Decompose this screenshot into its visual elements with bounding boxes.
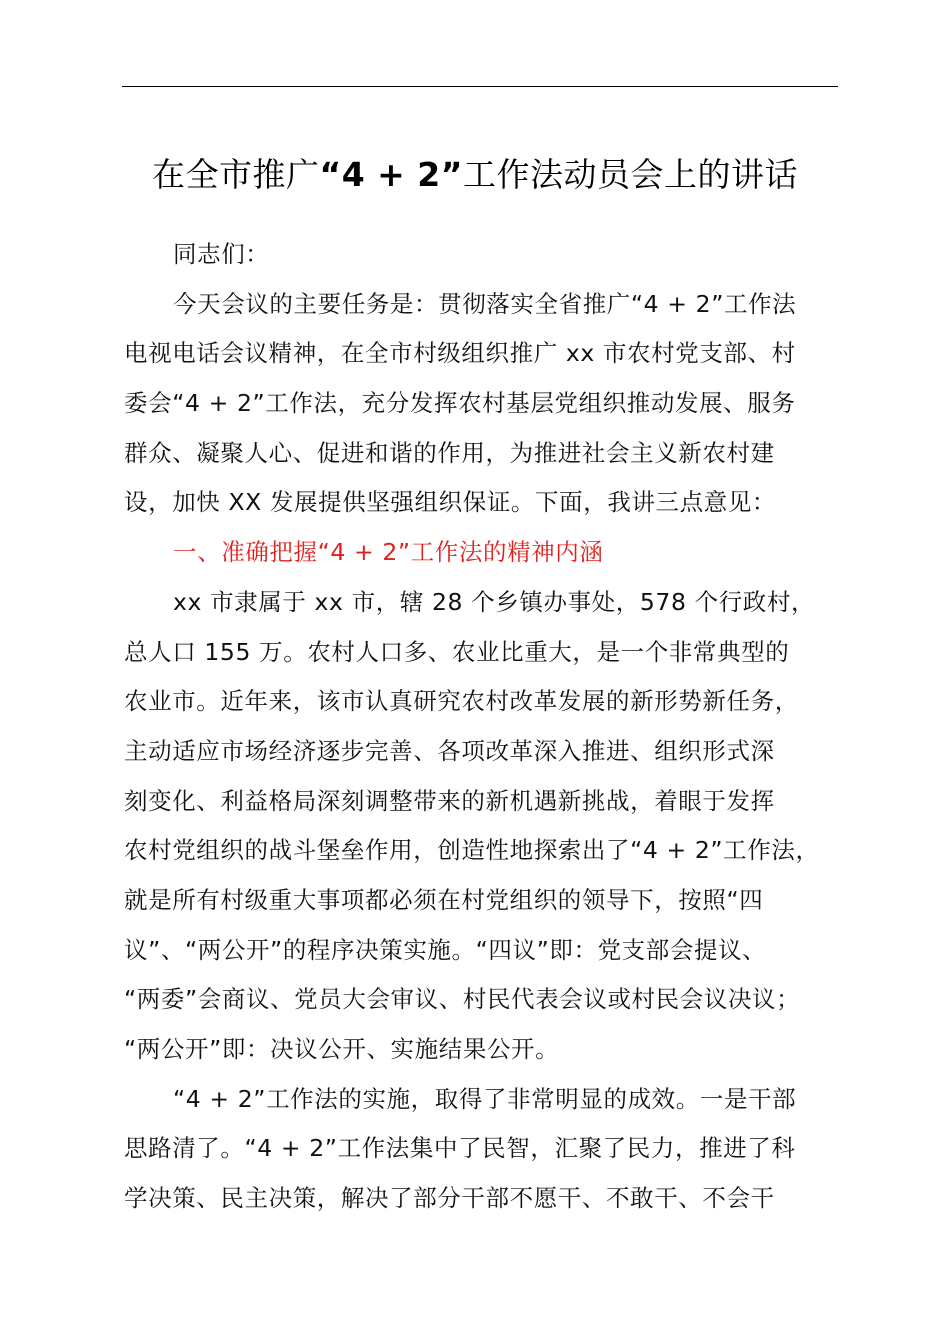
body-line: 设，加快 XX 发展提供坚强组织保证。下面，我讲三点意见：: [124, 488, 777, 517]
body-line: 议”、“两公开”的程序决策实施。“四议”即：党支部会提议、: [124, 935, 767, 964]
body-line: 农村党组织的战斗堡垒作用，创造性地探索出了“4 + 2”工作法，: [124, 836, 820, 865]
title-number: “4 + 2”: [319, 155, 463, 194]
body-line: 今天会议的主要任务是：贯彻落实全省推广“4 + 2”工作法: [173, 289, 797, 318]
body-line: xx 市隶属于 xx 市，辖 28 个乡镇办事处，578 个行政村，: [173, 587, 816, 616]
body-line: 主动适应市场经济逐步完善、各项改革深入推进、组织形式深: [124, 736, 775, 765]
body-line: 就是所有村级重大事项都必须在村党组织的领导下，按照“四: [124, 885, 764, 914]
body-line: 思路清了。“4 + 2”工作法集中了民智，汇聚了民力，推进了科: [124, 1134, 796, 1163]
body-line: “两委”会商议、党员大会审议、村民代表会议或村民会议决议；: [124, 985, 801, 1014]
document-title: [0, 150, 950, 200]
body-line: 刻变化、利益格局深刻调整带来的新机遇新挑战，着眼于发挥: [124, 786, 775, 815]
body-line: “两公开”即：决议公开、实施结果公开。: [124, 1035, 560, 1063]
body-line: 电视电话会议精神，在全市村级组织推广 xx 市农村党支部、村: [124, 339, 796, 368]
title-prefix: 在全市推广: [152, 155, 320, 194]
body-line: 群众、凝聚人心、促进和谐的作用，为推进社会主义新农村建: [124, 438, 775, 467]
document-body: [124, 230, 844, 1224]
body-line: 总人口 155 万。农村人口多、农业比重大，是一个非常典型的: [124, 637, 790, 666]
section-heading: 一、准确把握“4 + 2”工作法的精神内涵: [173, 538, 604, 567]
body-line: “4 + 2”工作法的实施，取得了非常明显的成效。一是干部: [173, 1084, 797, 1113]
header-rule: [122, 86, 838, 87]
title-suffix: 工作法动员会上的讲话: [462, 155, 798, 194]
body-line: 农业市。近年来，该市认真研究农村改革发展的新形势新任务，: [124, 687, 799, 716]
salutation: 同志们：: [173, 240, 270, 268]
body-line: 学决策、民主决策，解决了部分干部不愿干、不敢干、不会干: [124, 1184, 775, 1213]
body-line: 委会“4 + 2”工作法，充分发挥农村基层党组织推动发展、服务: [124, 389, 796, 418]
